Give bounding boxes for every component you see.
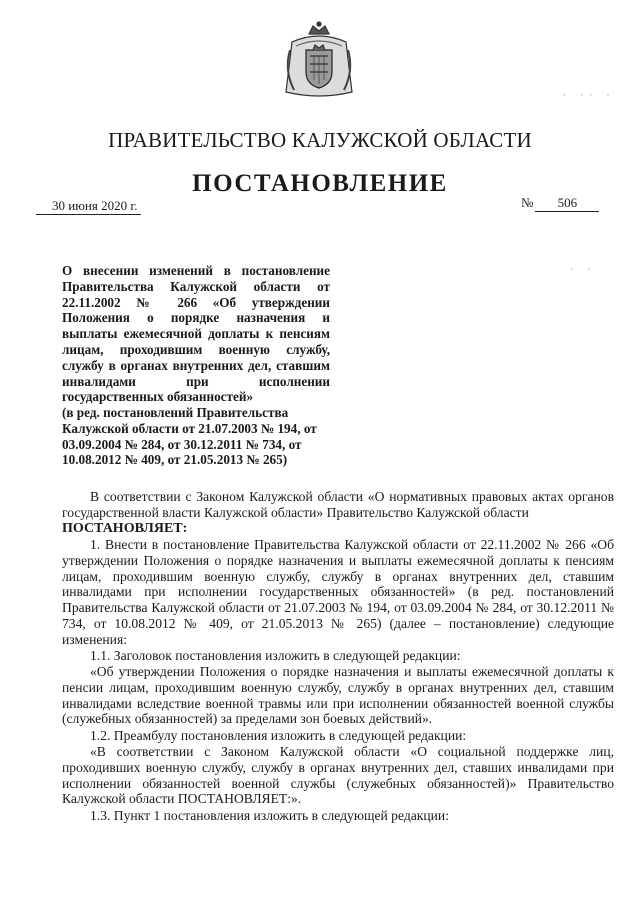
clause-1: 1. Внести в постановление Правительства Калужской области от 22.11.2002 № 266 «Об утверждении Положения о порядке назначения и выплаты ежемесячной доплаты к пенсиям лицам, проходившим военную службу, службу в органах внутренних дел, ставшим инвалидами при исполнении государственных обязанностей» (в ред. постановлений Правительства Калужской области от 21.07.2003 № 194, от 03.09.2004 № 284, от 30.12.2011 № 734, от 10.08.2012 № 409, от 21.05.2013 № 265) (далее – постановление) следующие изменения: [62,537,614,647]
scan-artifact: · ·· · [563,90,616,100]
document-date: 30 июня 2020 г. [36,198,141,215]
document-number [521,195,599,212]
clause-1-1: 1.1. Заголовок постановления изложить в следующей редакции: [90,648,461,663]
number-sign: № [521,195,534,210]
preamble-paragraph: В соответствии с Законом Калужской области «О нормативных правовых актах органов государственной власти Калужской области» Правительство Калужской области [62,489,614,520]
subject-amendments: (в ред. постановлений Правительства Калужской области от 21.07.2003 № 194, от 03.09.2004 № 284, от 30.12.2011 № 734, от 10.08.2012 № 409, от 21.05.2013 № 265) [62,405,317,468]
clause-1-3: 1.3. Пункт 1 постановления изложить в следующей редакции: [90,808,449,823]
government-name: ПРАВИТЕЛЬСТВО КАЛУЖСКОЙ ОБЛАСТИ [108,128,532,152]
document-subject: О внесении изменений в постановление Правительства Калужской области от 22.11.2002 № 266 «Об утверждении Положения о порядке назначения и выплаты ежемесячной доплаты к пенсиям лицам, проходившим военную службу, службу в органах внутренних дел, ставшим инвалидами при исполнении государственных обязанностей» [62,263,330,405]
coat-of-arms-emblem [278,20,360,102]
clause-1-2-quote: «В соответствии с Законом Калужской области «О социальной поддержке лиц, проходивших военную службу, службу в органах внутренних дел, ставших инвалидами при исполнении обязанностей военной службы (служебных обязанностей)» Правительство Калужской области ПОСТАНОВЛЯЕТ:». [62,744,614,807]
document-type-title: ПОСТАНОВЛЕНИЕ [192,170,448,197]
scan-artifact: · · [570,264,597,274]
decrees-heading: ПОСТАНОВЛЯЕТ: [62,521,188,536]
number-value: 506 [535,195,599,212]
clause-1-1-quote: «Об утверждении Положения о порядке назначения и выплаты ежемесячной доплаты к пенсии лицам, проходившим военную службу, службу в органах внутренних дел, ставшим инвалидами вследствие военной травмы или при исполнении обязанностей военной службы (служебных обязанностей) за пределами зон боевых действий». [62,664,614,727]
clause-1-2: 1.2. Преамбулу постановления изложить в следующей редакции: [90,728,467,743]
